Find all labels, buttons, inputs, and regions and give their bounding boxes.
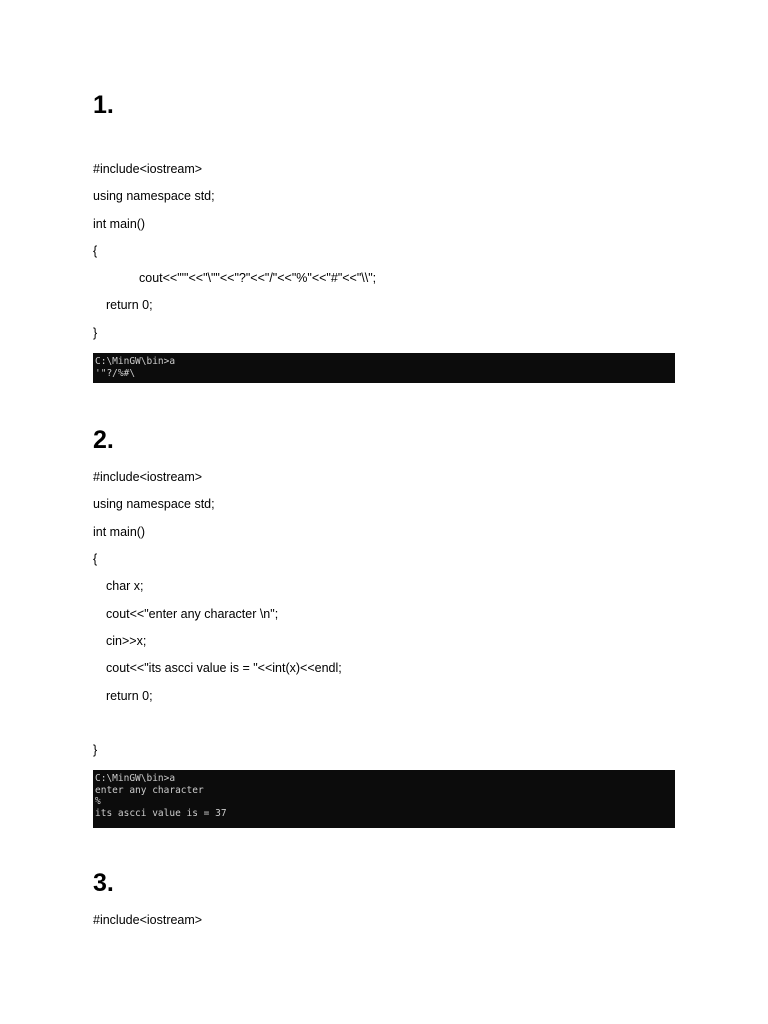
code-line: using namespace std; <box>93 189 215 203</box>
console-output-1 <box>93 353 675 383</box>
code-line: cout<<"its ascci value is = "<<int(x)<<endl; <box>106 661 342 675</box>
code-line: cout<<"enter any character \n"; <box>106 607 279 621</box>
code-line: int main() <box>93 525 146 539</box>
console-line: '"?/%#\ <box>95 367 136 379</box>
code-line: return 0; <box>106 298 153 312</box>
code-line: } <box>93 326 98 340</box>
console-line: C:\MinGW\bin>a <box>95 356 176 367</box>
section-3-number: 3. <box>93 869 114 897</box>
code-line: char x; <box>106 579 144 593</box>
code-line: #include<iostream> <box>93 162 203 176</box>
code-line: #include<iostream> <box>93 913 203 927</box>
code-line: return 0; <box>106 689 153 703</box>
console-line: C:\MinGW\bin>a <box>95 773 176 784</box>
console-line: its ascci value is = 37 <box>95 807 227 819</box>
code-line: } <box>93 743 98 757</box>
console-line: enter any character <box>95 784 204 796</box>
code-line: { <box>93 552 98 566</box>
section-1-number: 1. <box>93 91 114 119</box>
code-line: { <box>93 244 98 258</box>
section-2-number: 2. <box>93 426 114 454</box>
console-line: % <box>95 796 101 807</box>
code-line: cout<<"'"<<"\""<<"?"<<"/"<<"%"<<"#"<<"\\"; <box>139 271 377 285</box>
console-output-2 <box>93 770 675 828</box>
code-line: using namespace std; <box>93 497 215 511</box>
code-line: #include<iostream> <box>93 470 203 484</box>
code-line: cin>>x; <box>106 634 147 648</box>
code-line: int main() <box>93 217 146 231</box>
